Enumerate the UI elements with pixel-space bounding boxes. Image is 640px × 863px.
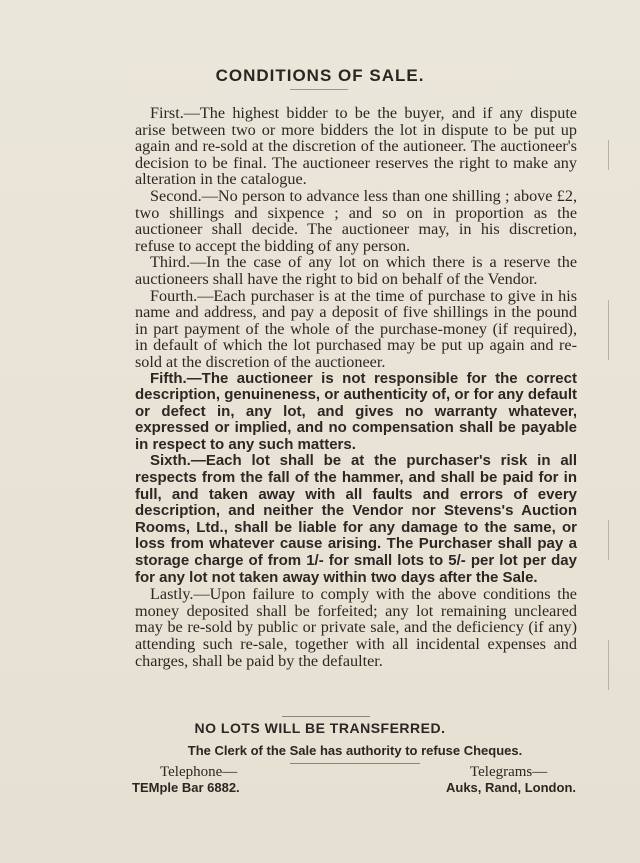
page-title: CONDITIONS OF SALE. <box>215 66 425 85</box>
page-edge-mark <box>608 300 609 360</box>
conditions-body <box>135 105 577 669</box>
telephone-number: TEMple Bar 6882. <box>132 780 240 795</box>
title-rule <box>290 89 348 90</box>
page-edge-mark <box>608 520 609 560</box>
telegrams-label: Telegrams— <box>470 764 548 780</box>
clerk-rule <box>290 763 420 764</box>
clerk-notice: The Clerk of the Sale has authority to refuse Cheques. <box>187 743 523 758</box>
transfer-notice: NO LOTS WILL BE TRANSFERRED. <box>194 720 446 736</box>
condition-lastly: Lastly.—Upon failure to comply with the above conditions the money deposited shall be forfeited; any lot remaining uncleared may be re-sold by public or private sale, and the deficiency (if any) attending such re-sale, together with all incidental expenses and charges, shall be paid by the defaulter. <box>135 585 577 670</box>
condition-second: Second.—No person to advance less than one shilling ; above £2, two shillings and sixpence ; and so on in proportion as the auctioneer shall decide. The auctioneer may, in his discretion, refuse to accept the bidding of any person. <box>135 186 577 255</box>
page-edge-mark <box>608 140 609 170</box>
notice-rule <box>282 716 370 717</box>
condition-third: Third.—In the case of any lot on which there is a reserve the auctioneers shall have the right to bid on behalf of the Vendor. <box>135 253 577 288</box>
page-edge-mark <box>608 640 609 690</box>
condition-sixth: Sixth.—Each lot shall be at the purchaser's risk in all respects from the fall of the hammer, and shall be paid for in full, and taken away with all faults and errors of every description, and neither the Vendor nor Stevens's Auction Rooms, Ltd., shall be liable for any damage to the same, or loss from whatever cause arising. The Purchaser shall pay a storage charge of from 1/- for small lots to 5/- per lot per day for any lot not taken away within two days after the Sale. <box>135 452 577 586</box>
telephone-label: Telephone— <box>160 764 238 780</box>
condition-first: First.—The highest bidder to be the buyer, and if any dispute arise between two or more bidders the lot in dispute to be put up again and re-sold at the discretion of the autioneer. The auctioneer's decision to be final. The auctioneer reserves the right to make any alteration in the catalogue. <box>135 104 577 189</box>
telegrams-address: Auks, Rand, London. <box>446 780 576 795</box>
condition-fourth: Fourth.—Each purchaser is at the time of purchase to give in his name and address, and pay a deposit of five shillings in the pound in part payment of the whole of the purchase-money (if required), in default of which the lot purchased may be put up again and re-sold at the discretion of the auctioneer. <box>135 286 577 371</box>
condition-fifth: Fifth.—The auctioneer is not responsible for the correct description, genuineness, or authenticity of, or for any default or defect in, any lot, and gives no warranty whatever, expressed or implied, and no compensation shall be payable in respect to any such matters. <box>135 369 577 453</box>
